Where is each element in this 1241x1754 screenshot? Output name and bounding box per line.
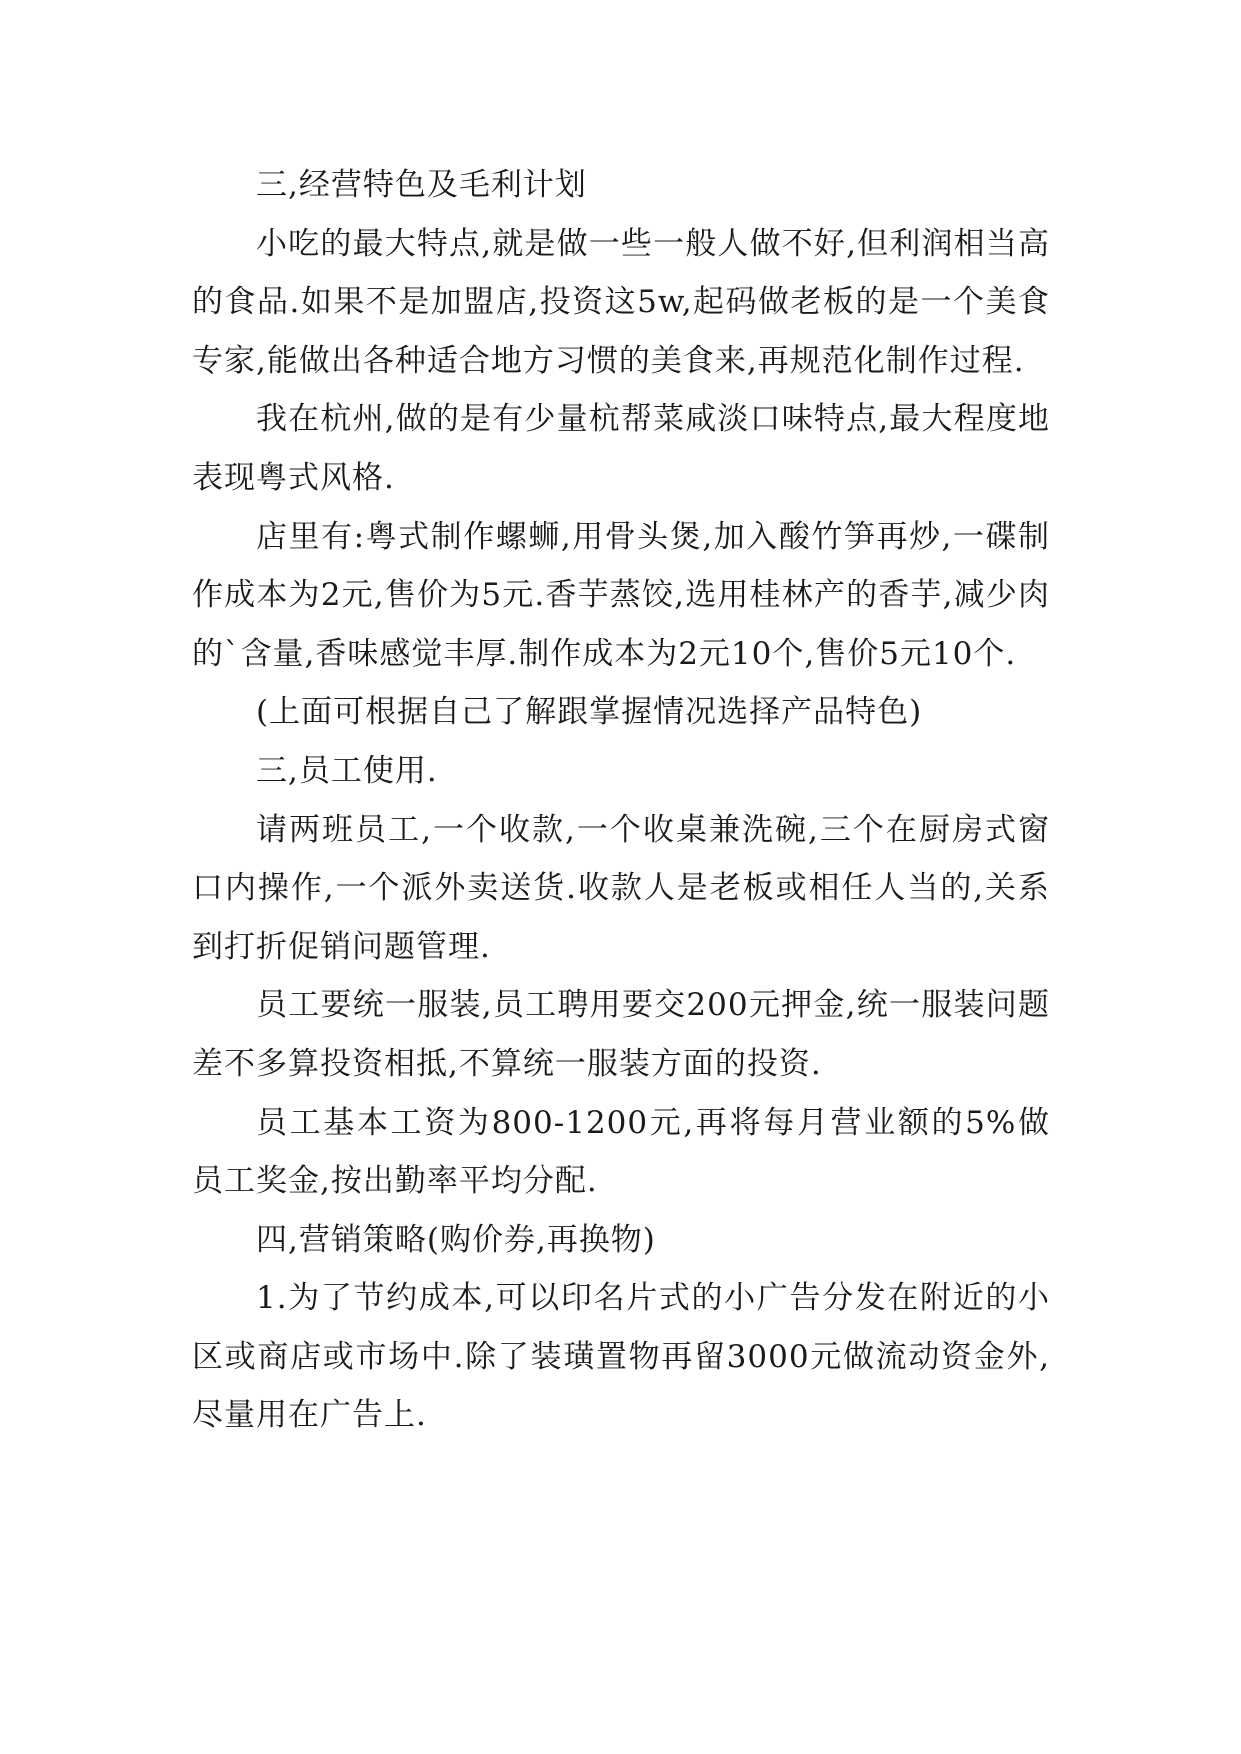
paragraph-hangzhou-style: 我在杭州,做的是有少量杭帮菜咸淡口味特点,最大程度地表现粤式风格. (192, 401, 1050, 496)
section-heading-staff: 三,员工使用. (256, 752, 438, 789)
paragraph-marketing-ads: 1.为了节约成本,可以印名片式的小广告分发在附近的小区或商店或市场中.除了装璜置物再留3000元做流动资金外,尽量用在广告上. (192, 1280, 1050, 1434)
paragraph-menu-items: 店里有:粤式制作螺蛳,用骨头煲,加入酸竹笋再炒,一碟制作成本为2元,售价为5元.香芋蒸饺,选用桂林产的香芋,减少肉的`含量,香味感觉丰厚.制作成本为2元10个,售价5元10个. (192, 518, 1050, 672)
paragraph-product-note: (上面可根据自己了解跟掌握情况选择产品特色) (256, 694, 923, 731)
paragraph-staff-shifts: 请两班员工,一个收款,一个收桌兼洗碗,三个在厨房式窗口内操作,一个派外卖送货.收款人是老板或相任人当的,关系到打折促销问题管理. (192, 811, 1050, 965)
section-heading-operating-features: 三,经营特色及毛利计划 (256, 167, 587, 203)
section-heading-marketing: 四,营销策略(购价券,再换物) (256, 1221, 656, 1258)
document-body (192, 156, 1050, 1445)
paragraph-staff-wages: 员工基本工资为800-1200元,再将每月营业额的5%做员工奖金,按出勤率平均分配. (192, 1104, 1050, 1200)
paragraph-snack-features: 小吃的最大特点,就是做一些一般人做不好,但利润相当高的食品.如果不是加盟店,投资这5w,起码做老板的是一个美食专家,能做出各种适合地方习惯的美食来,再规范化制作过程. (192, 225, 1050, 379)
paragraph-staff-uniform: 员工要统一服装,员工聘用要交200元押金,统一服装问题差不多算投资相抵,不算统一服装方面的投资. (192, 987, 1050, 1082)
